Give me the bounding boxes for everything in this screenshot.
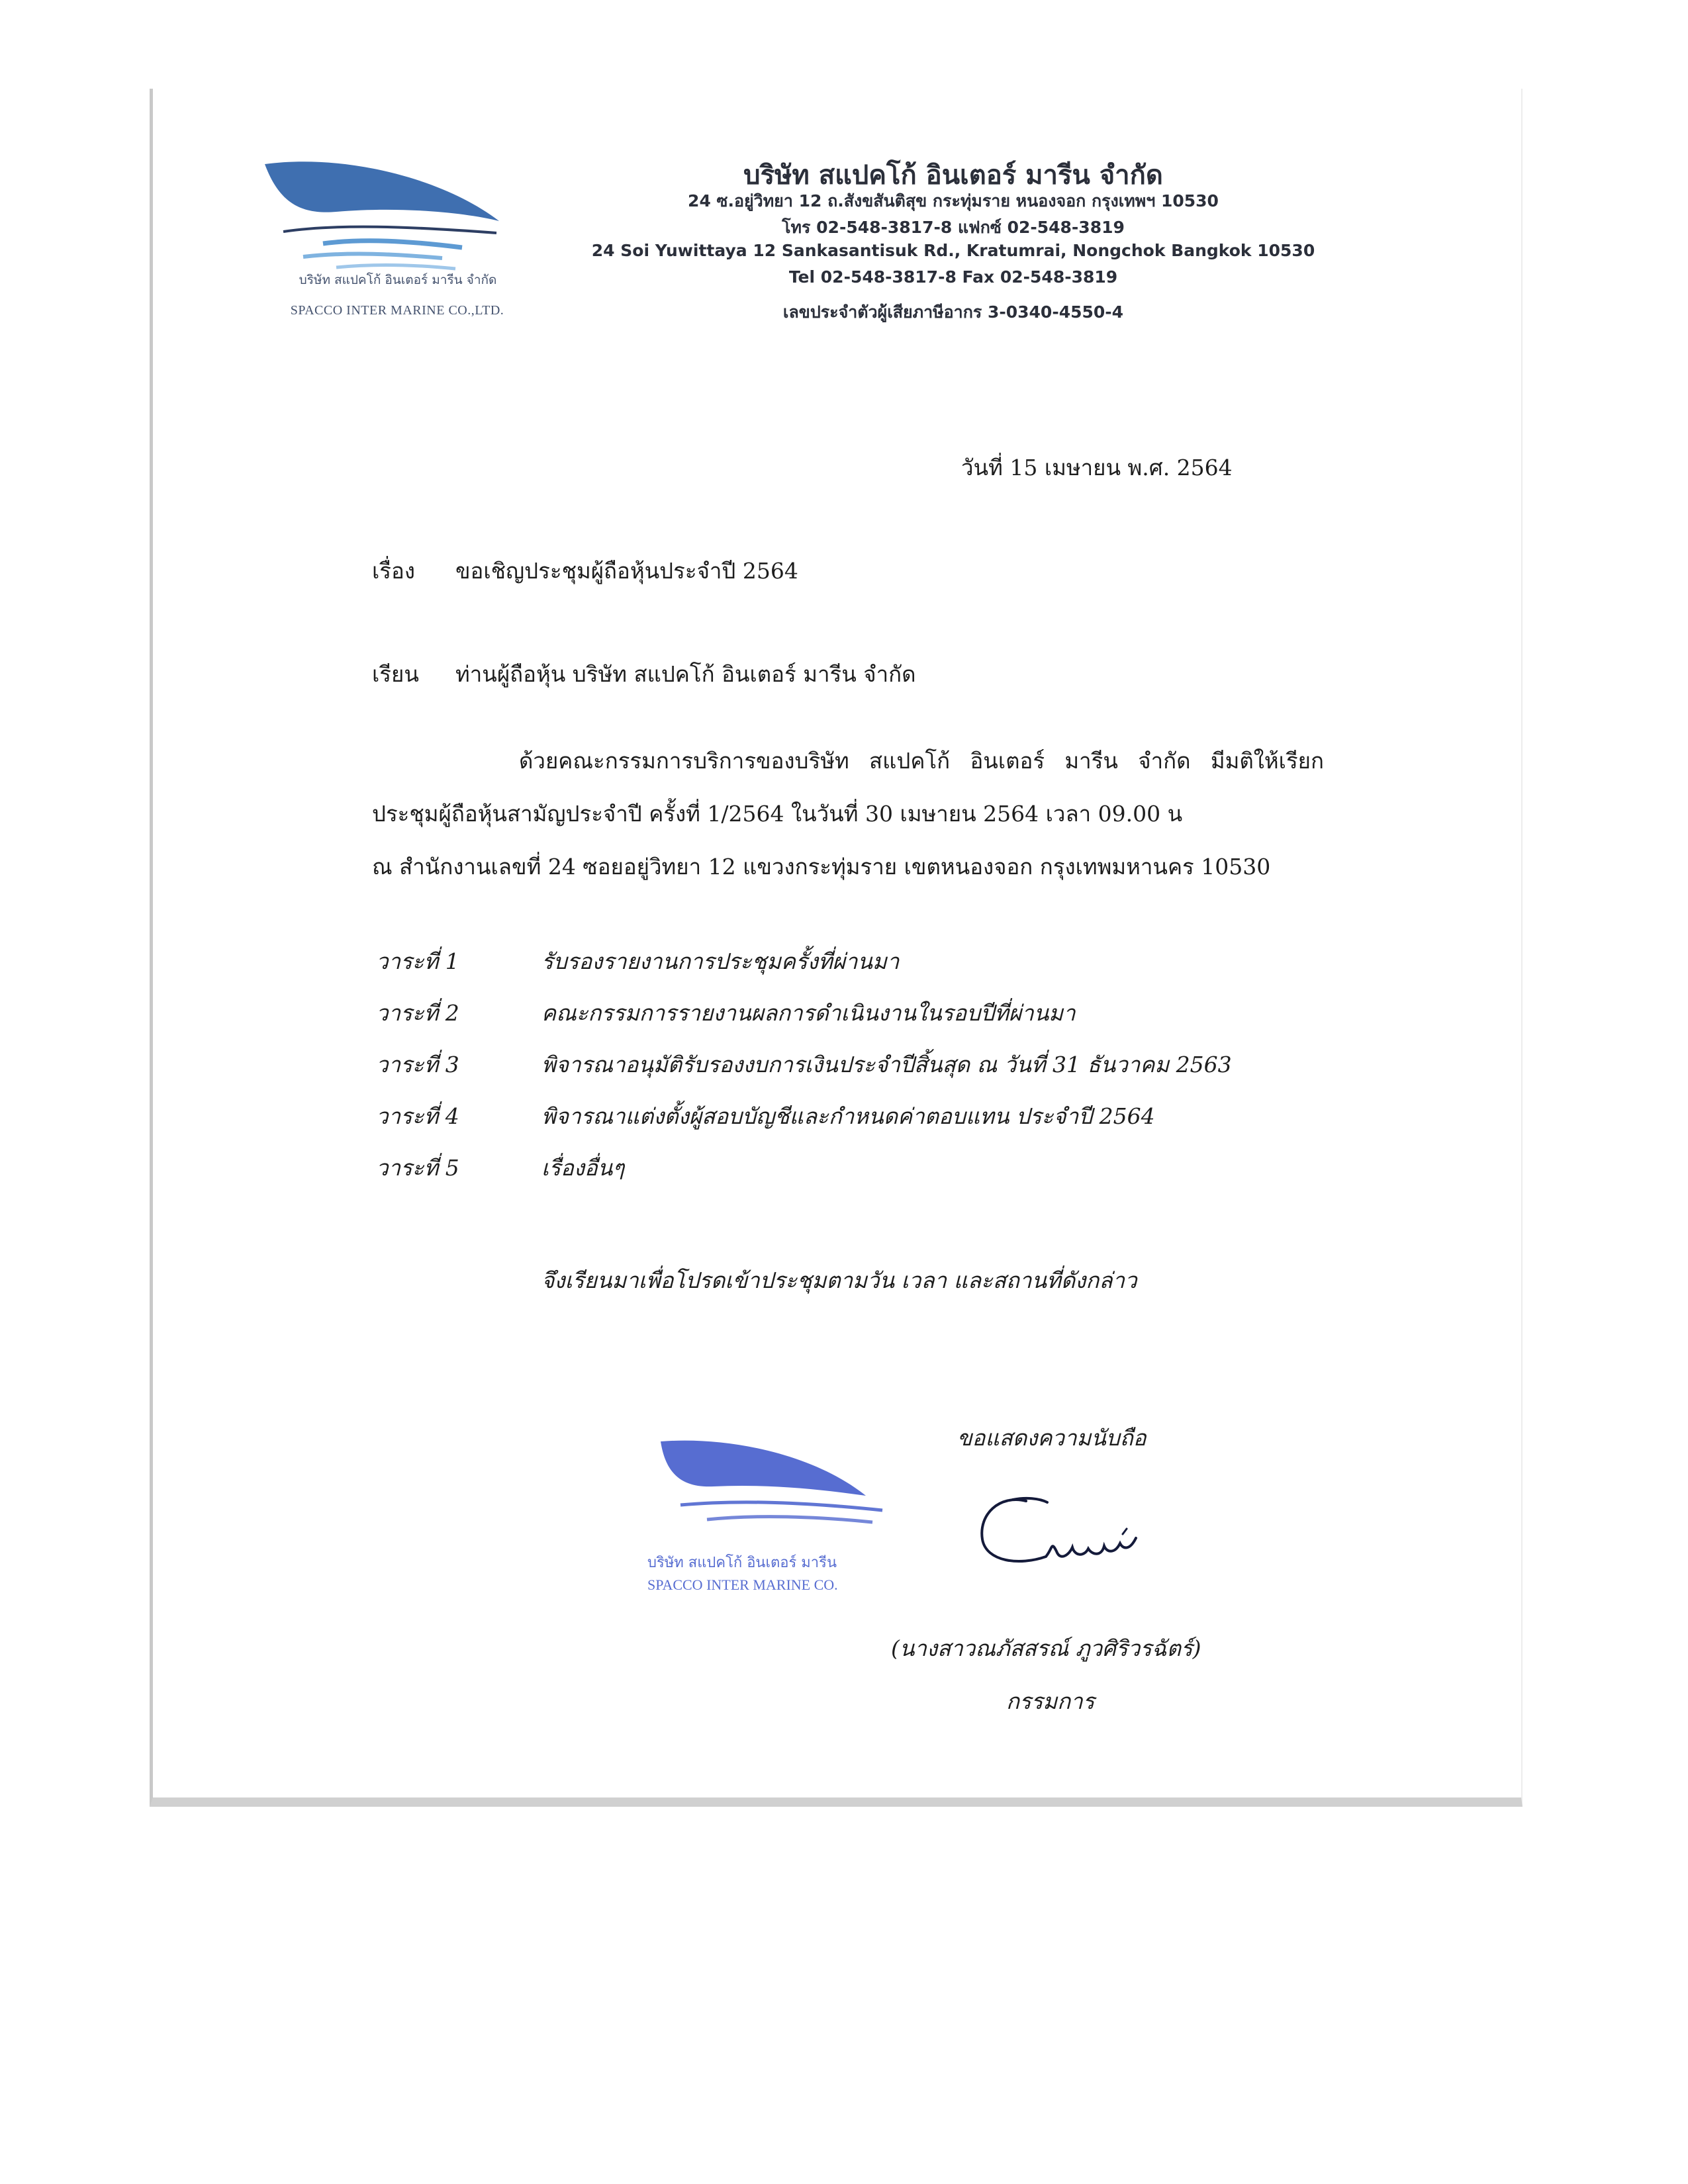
meeting-location: ณ สำนักงานเลขที่ 24 ซอยอยู่วิทยา 12 แขวงกระทุ่มราย เขตหนองจอก กรุงเทพมหานคร 10530 [372, 854, 1271, 880]
signer-name: (นางสาวณภัสสรณ์ ภูวศิริวรฉัตร์) [891, 1635, 1201, 1661]
agenda-item: พิจารณาอนุมัติรับรองงบการเงินประจำปีสิ้นสุด ณ วันที่ 31 ธันวาคม 2563 [541, 1052, 1232, 1077]
phone-english: Tel 02-548-3817-8 Fax 02-548-3819 [788, 267, 1118, 287]
logo-thai-name: บริษัท สแปคโก้ อินเตอร์ มารีน จำกัด [299, 273, 497, 287]
handwritten-signature [973, 1488, 1152, 1587]
agenda-label: วาระที่ 1 [376, 948, 459, 974]
company-stamp [647, 1436, 932, 1608]
company-name: บริษัท สแปคโก้ อินเตอร์ มารีน จำกัด [743, 160, 1163, 191]
agenda-label: วาระที่ 4 [376, 1103, 459, 1129]
agenda-item: รับรองรายงานการประชุมครั้งที่ผ่านมา [541, 948, 900, 974]
letter-date: วันที่ 15 เมษายน พ.ศ. 2564 [961, 455, 1233, 480]
agenda-label: วาระที่ 2 [376, 1000, 459, 1026]
subject-label: เรื่อง [372, 558, 415, 584]
subject-text: ขอเชิญประชุมผู้ถือหุ้นประจำปี 2564 [455, 558, 798, 584]
stamp-english-text: SPACCO INTER MARINE CO. [647, 1576, 838, 1593]
agenda-label: วาระที่ 5 [376, 1155, 459, 1181]
agenda-item: เรื่องอื่นๆ [541, 1155, 625, 1181]
phone-thai: โทร 02-548-3817-8 แฟกซ์ 02-548-3819 [782, 218, 1125, 237]
body-paragraph: ด้วยคณะกรรมการบริการของบริษัท สแปคโก้ อินเตอร์ มารีน จำกัด มีมติให้เรียกประชุมผู้ถือหุ้นสามัญประจำปี ครั้งที่ 1/2564 ในวันที่ 30 เมษายน 2564 เวลา 09.00 น [372, 748, 1324, 827]
regards: ขอแสดงความนับถือ [957, 1425, 1147, 1451]
agenda-item: พิจารณาแต่งตั้งผู้สอบบัญชีและกำหนดค่าตอบแทน ประจำปี 2564 [541, 1103, 1155, 1129]
logo-english-name: SPACCO INTER MARINE CO.,LTD. [290, 303, 504, 318]
signer-title: กรรมการ [1006, 1688, 1095, 1714]
closing-sentence: จึงเรียนมาเพื่อโปรดเข้าประชุมตามวัน เวลา และสถานที่ดังกล่าว [541, 1267, 1137, 1293]
address-english: 24 Soi Yuwittaya 12 Sankasantisuk Rd., Kratumrai, Nongchok Bangkok 10530 [591, 241, 1315, 260]
stamp-thai-text: บริษัท สแปคโก้ อินเตอร์ มารีน [647, 1555, 837, 1571]
tax-id: เลขประจำตัวผู้เสียภาษีอากร 3-0340-4550-4 [782, 302, 1124, 322]
address-thai: 24 ซ.อยู่วิทยา 12 ถ.สังขสันติสุข กระทุ่มราย หนองจอก กรุงเทพฯ 10530 [688, 191, 1219, 210]
recipient-label: เรียน [372, 661, 419, 687]
agenda-label: วาระที่ 3 [376, 1052, 459, 1077]
recipient-text: ท่านผู้ถือหุ้น บริษัท สแปคโก้ อินเตอร์ มารีน จำกัด [455, 661, 916, 687]
agenda-item: คณะกรรมการรายงานผลการดำเนินงานในรอบปีที่ผ่านมา [541, 1000, 1076, 1026]
